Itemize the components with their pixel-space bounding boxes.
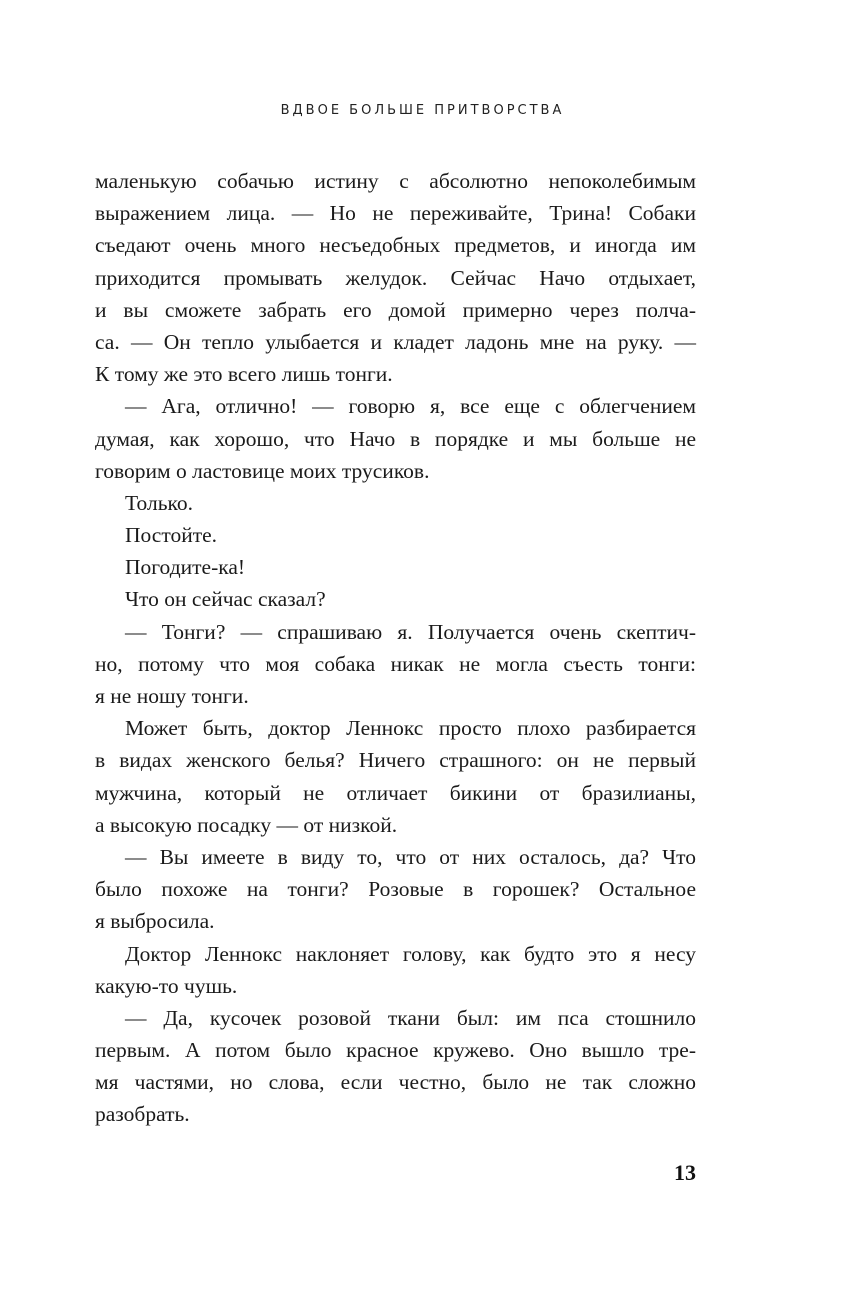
text-line: — Вы имеете в виду то, что от них осталось, да? Что [125, 844, 696, 869]
text-line: — Ага, отлично! — говорю я, все еще с облегчением [125, 394, 696, 419]
text-line: разобрать. [95, 1102, 190, 1127]
text-line: Может быть, доктор Леннокс просто плохо разбирается [125, 716, 696, 741]
paragraph [95, 712, 696, 841]
text-line: говорим о ластовице моих трусиков. [95, 458, 430, 483]
text-line: какую-то чушь. [95, 973, 238, 998]
paragraph [95, 1002, 696, 1131]
page-number: 13 [674, 1160, 696, 1185]
text-line: я не ношу тонги. [95, 684, 249, 708]
text-line: думая, как хорошо, что Начо в порядке и мы больше не [95, 426, 696, 451]
text-line: и вы сможете забрать его домой примерно через полча- [95, 297, 696, 322]
text-line: маленькую собачью истину с абсолютно непоколебимым [95, 169, 696, 193]
text-line: выражением лица. — Но не переживайте, Трина! Собаки [95, 201, 696, 226]
paragraph [95, 841, 696, 938]
text-line: Доктор Леннокс наклоняет голову, как будто это я несу [125, 941, 696, 966]
text-line: — Да, кусочек розовой ткани был: им пса стошнило [125, 1005, 696, 1030]
text-line: я выбросила. [95, 909, 215, 934]
text-line: мя частями, но слова, если честно, было не так сложно [95, 1070, 696, 1095]
text-line: Что он сейчас сказал? [125, 587, 326, 612]
paragraph [95, 616, 696, 713]
text-line: — Тонги? — спрашиваю я. Получается очень скептич- [125, 619, 696, 644]
text-line: мужчина, который не отличает бикини от бразилианы, [95, 780, 696, 805]
paragraph [95, 551, 696, 583]
text-line: Погодите-ка! [125, 555, 246, 580]
text-line: но, потому что моя собака никак не могла съесть тонги: [95, 651, 696, 676]
text-line: первым. А потом было красное кружево. Оно вышло тре- [95, 1038, 696, 1063]
body-text [95, 165, 696, 1131]
text-line: съедают очень много несъедобных предметов, и иногда им [95, 233, 696, 258]
paragraph [95, 583, 696, 615]
paragraph [95, 390, 696, 487]
text-line: Только. [125, 490, 193, 515]
text-line: са. — Он тепло улыбается и кладет ладонь мне на руку. — [95, 329, 696, 354]
text-line: К тому же это всего лишь тонги. [95, 362, 393, 387]
text-line: в видах женского белья? Ничего страшного: он не первый [95, 748, 696, 773]
paragraph [95, 519, 696, 551]
text-line: приходится промывать желудок. Сейчас Начо отдыхает, [95, 265, 696, 290]
running-head: ВДВОЕ БОЛЬШЕ ПРИТВОРСТВА [280, 103, 565, 118]
text-line: Постойте. [125, 523, 218, 548]
text-line: было похоже на тонги? Розовые в горошек? Остальное [95, 877, 696, 902]
text-line: а высокую посадку — от низкой. [95, 812, 398, 837]
paragraph [95, 487, 696, 519]
paragraph [95, 938, 696, 1002]
paragraph [95, 165, 696, 390]
